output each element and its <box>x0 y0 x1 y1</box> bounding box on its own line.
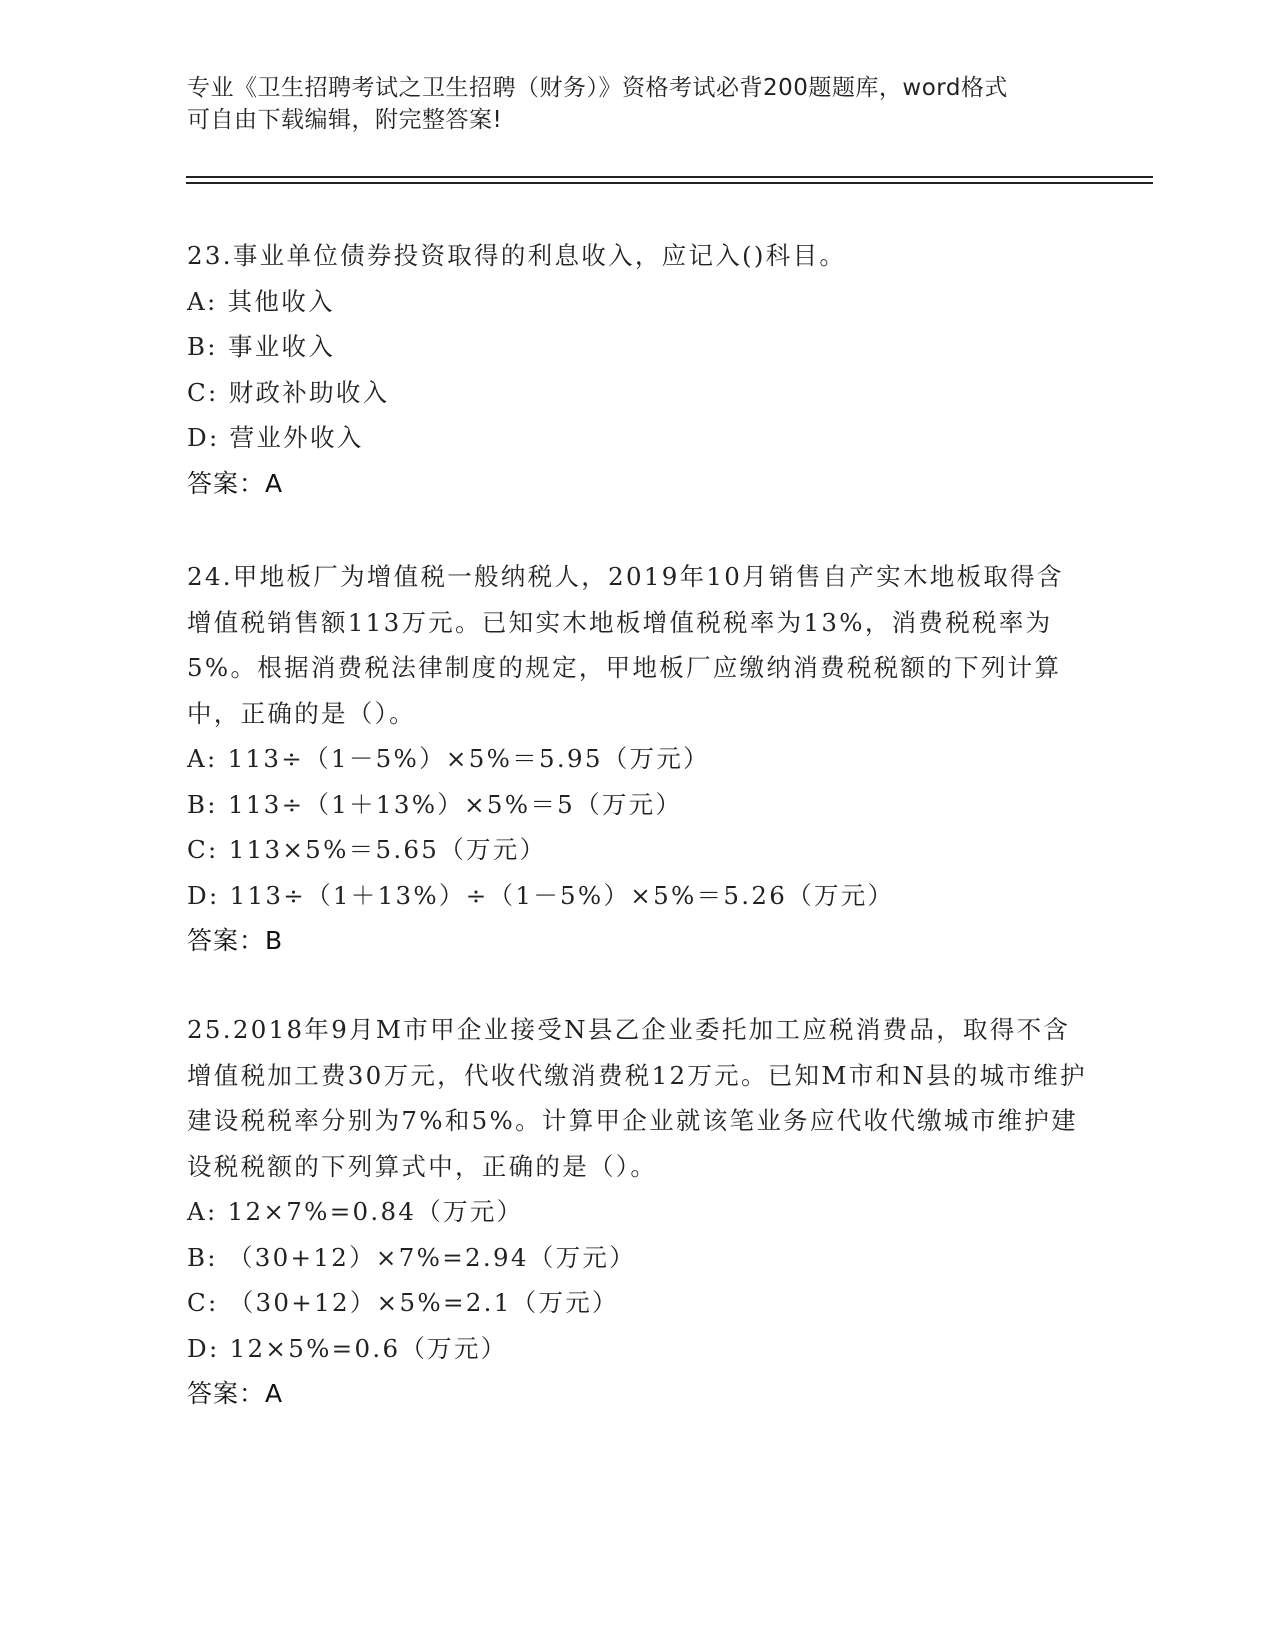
answer-line: 答案：A <box>187 468 284 498</box>
option-c: C: （30+12）×5%=2.1（万元） <box>187 1288 619 1317</box>
question-23 <box>187 233 1087 506</box>
option-a: A: 其他收入 <box>187 286 335 316</box>
option-a: A: 12×7%=0.84（万元） <box>187 1197 524 1226</box>
option-b: B: 113÷（1＋13%）×5%＝5（万元） <box>187 789 683 819</box>
header-divider-top <box>186 176 1153 178</box>
option-b: B: （30+12）×7%=2.94（万元） <box>187 1242 636 1272</box>
answer-line: 答案：A <box>187 1379 284 1408</box>
option-b: B: 事业收入 <box>187 332 336 361</box>
question-25 <box>187 1007 1087 1417</box>
option-c: C: 财政补助收入 <box>187 377 390 407</box>
header-divider-bottom <box>186 182 1153 184</box>
option-a: A: 113÷（1－5%）×5%＝5.95（万元） <box>187 744 710 773</box>
header-title-line-1: 专业《卫生招聘考试之卫生招聘（财务）》资格考试必背200题题库，word格式 <box>187 75 1008 101</box>
answer-line: 答案：B <box>187 926 284 955</box>
option-d: D: 113÷（1＋13%）÷（1－5%）×5%＝5.26（万元） <box>187 880 895 910</box>
option-c: C: 113×5%＝5.65（万元） <box>187 835 547 864</box>
option-d: D: 营业外收入 <box>187 423 364 452</box>
option-d: D: 12×5%=0.6（万元） <box>187 1333 508 1363</box>
question-24 <box>187 554 1087 964</box>
question-stem: 24.甲地板厂为增值税一般纳税人，2019年10月销售自产实木地板取得含增值税销售额113万元。已知实木地板增值税税率为13%，消费税税率为5%。根据消费税法律制度的规定，甲地板厂应缴纳消费税税额的下列计算中，正确的是（）。 <box>187 562 1064 728</box>
header-title-line-2: 可自由下载编辑，附完整答案! <box>187 107 503 133</box>
question-stem: 25.2018年9月M市甲企业接受N县乙企业委托加工应税消费品，取得不含增值税加工费30万元，代收代缴消费税12万元。已知M市和N县的城市维护建设税税率分别为7%和5%。计算甲企业就该笔业务应代收代缴城市维护建设税税额的下列算式中，正确的是（）。 <box>187 1015 1087 1181</box>
question-stem: 23.事业单位债券投资取得的利息收入，应记入()科目。 <box>187 241 847 270</box>
document-header <box>187 72 1067 136</box>
